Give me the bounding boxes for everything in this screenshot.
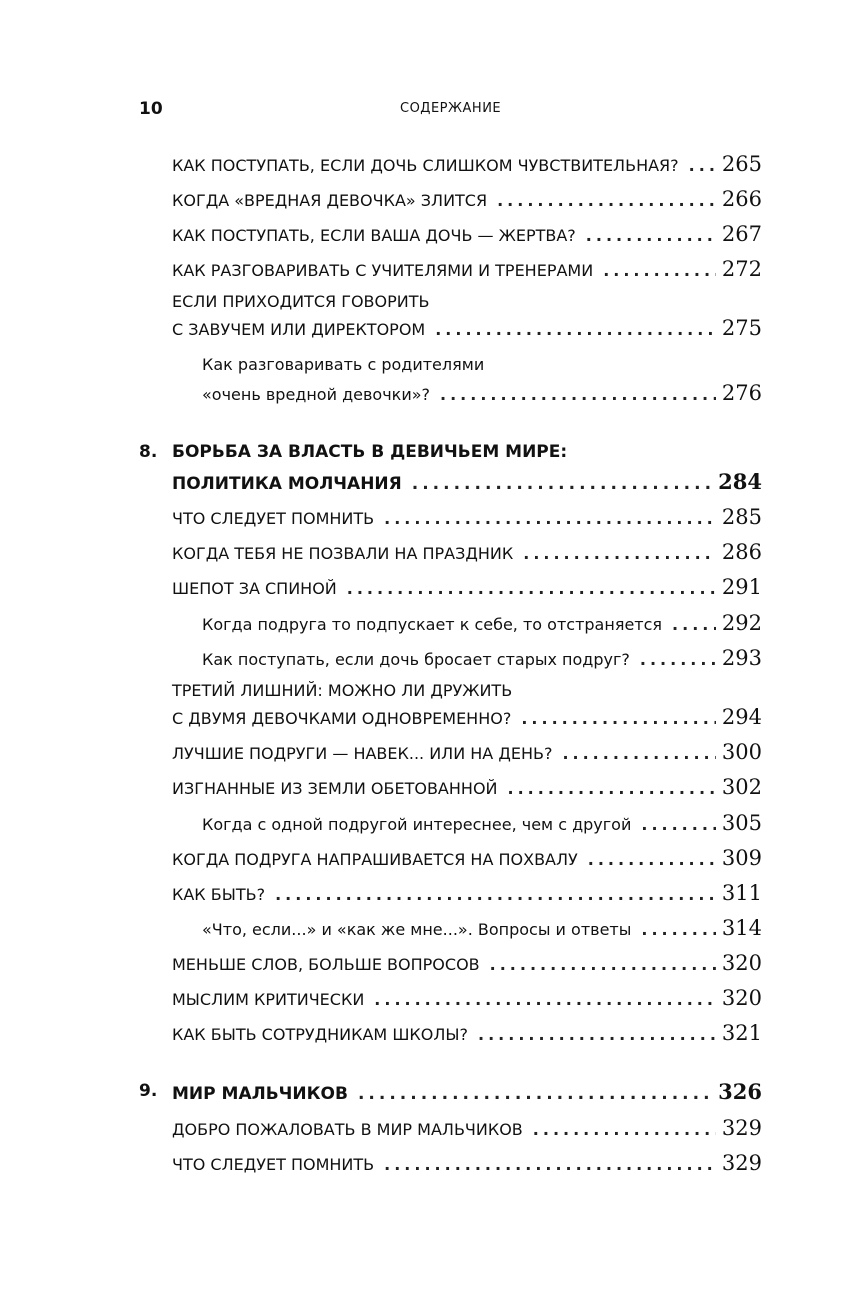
- toc-entry-title: МЫСЛИМ КРИТИЧЕСКИ: [172, 990, 365, 1009]
- toc-entry-page: 275: [721, 316, 762, 340]
- toc-entry-title: Как поступать, если дочь бросает старых подруг?: [202, 650, 630, 669]
- leader-dots: [412, 474, 712, 494]
- leader-dots: [508, 779, 716, 798]
- toc-entry[interactable]: [172, 257, 762, 281]
- toc-entry-title-line1: ТРЕТИЙ ЛИШНИЙ: МОЖНО ЛИ ДРУЖИТЬ: [172, 681, 513, 700]
- toc-entry-page: 314: [721, 916, 762, 940]
- toc-entry[interactable]: [172, 951, 762, 975]
- toc-entry[interactable]: [172, 775, 762, 799]
- leader-dots: [641, 815, 716, 834]
- toc-subentry[interactable]: [202, 646, 762, 670]
- toc-entry-title: ЛУЧШИЕ ПОДРУГИ — НАВЕК... ИЛИ НА ДЕНЬ?: [172, 744, 553, 763]
- chapter-page: 326: [718, 1079, 762, 1104]
- toc-entry[interactable]: [172, 222, 762, 246]
- toc-subentry[interactable]: [202, 611, 762, 635]
- toc-entry-title: С ЗАВУЧЕМ ИЛИ ДИРЕКТОРОМ: [172, 320, 426, 339]
- toc-entry[interactable]: [172, 540, 762, 564]
- chapter-page: 284: [718, 469, 762, 494]
- toc-entry-page: 266: [721, 187, 762, 211]
- toc-entry-title: ИЗГНАННЫЕ ИЗ ЗЕМЛИ ОБЕТОВАННОЙ: [172, 779, 498, 798]
- leader-dots: [521, 709, 716, 728]
- toc-subentry[interactable]: [202, 381, 762, 405]
- toc-entry-page: 265: [721, 152, 762, 176]
- toc-entry-title: КОГДА ПОДРУГА НАПРАШИВАЕТСЯ НА ПОХВАЛУ: [172, 850, 578, 869]
- leader-dots: [347, 579, 716, 598]
- toc-entry-page: 286: [721, 540, 762, 564]
- toc-entry[interactable]: [172, 881, 762, 905]
- toc-entry-page: 285: [721, 505, 762, 529]
- leader-dots: [275, 885, 716, 904]
- leader-dots: [689, 156, 716, 175]
- toc-entry-page: 294: [721, 705, 762, 729]
- toc-entry[interactable]: [172, 740, 762, 764]
- leader-dots: [440, 385, 716, 404]
- toc-entry-title: «Что, если...» и «как же мне...». Вопросы и ответы: [202, 920, 632, 939]
- chapter-entry[interactable]: [172, 1079, 762, 1104]
- toc-entry-title: КОГДА «ВРЕДНАЯ ДЕВОЧКА» ЗЛИТСЯ: [172, 191, 488, 210]
- leader-dots: [435, 320, 716, 339]
- chapter-title: МИР МАЛЬЧИКОВ: [172, 1084, 348, 1104]
- toc-entry-title: КАК ПОСТУПАТЬ, ЕСЛИ ВАША ДОЧЬ — ЖЕРТВА?: [172, 226, 576, 245]
- leader-dots: [562, 744, 715, 763]
- toc-entry-title: КОГДА ТЕБЯ НЕ ПОЗВАЛИ НА ПРАЗДНИК: [172, 544, 514, 563]
- leader-dots: [640, 650, 716, 669]
- chapter-title-line1: БОРЬБА ЗА ВЛАСТЬ В ДЕВИЧЬЕМ МИРЕ:: [172, 442, 568, 462]
- chapter-entry[interactable]: [172, 469, 762, 494]
- toc-entry-title: КАК БЫТЬ СОТРУДНИКАМ ШКОЛЫ?: [172, 1025, 469, 1044]
- toc-entry-title: Когда подруга то подпускает к себе, то отстраняется: [202, 615, 663, 634]
- toc-subentry[interactable]: [202, 916, 762, 940]
- toc-entry-title: МЕНЬШЕ СЛОВ, БОЛЬШЕ ВОПРОСОВ: [172, 955, 480, 974]
- toc-entry[interactable]: [172, 316, 762, 340]
- toc-entry-title: Когда с одной подругой интереснее, чем с другой: [202, 815, 632, 834]
- toc-entry-title: КАК ПОСТУПАТЬ, ЕСЛИ ДОЧЬ СЛИШКОМ ЧУВСТВИТЕЛЬНАЯ?: [172, 156, 679, 175]
- toc-entry-page: 321: [721, 1021, 762, 1045]
- chapter-number: 8.: [139, 442, 158, 462]
- leader-dots: [672, 615, 716, 634]
- toc-entry[interactable]: [172, 1116, 762, 1140]
- leader-dots: [588, 850, 716, 869]
- toc-entry-title: ШЕПОТ ЗА СПИНОЙ: [172, 579, 337, 598]
- toc-entry-page: 329: [721, 1151, 762, 1175]
- toc-entry-page: 329: [721, 1116, 762, 1140]
- toc-entry-page: 302: [721, 775, 762, 799]
- toc-entry-page: 320: [721, 986, 762, 1010]
- toc-entry-page: 272: [721, 257, 762, 281]
- toc-entry-page: 276: [721, 381, 762, 405]
- toc-entry[interactable]: [172, 705, 762, 729]
- toc-entry-title: КАК БЫТЬ?: [172, 885, 266, 904]
- toc-entry-title: КАК РАЗГОВАРИВАТЬ С УЧИТЕЛЯМИ И ТРЕНЕРАМИ: [172, 261, 594, 280]
- leader-dots: [586, 226, 716, 245]
- toc-entry-title: ДОБРО ПОЖАЛОВАТЬ В МИР МАЛЬЧИКОВ: [172, 1120, 523, 1139]
- toc-entry-page: 293: [721, 646, 762, 670]
- toc-entry-title: «очень вредной девочки»?: [202, 385, 430, 404]
- leader-dots: [374, 990, 716, 1009]
- leader-dots: [384, 509, 716, 528]
- leader-dots: [384, 1155, 716, 1174]
- toc-entry[interactable]: [172, 1151, 762, 1175]
- toc-entry[interactable]: [172, 575, 762, 599]
- leader-dots: [523, 544, 716, 563]
- leader-dots: [603, 261, 716, 280]
- running-header: СОДЕРЖАНИЕ: [400, 101, 502, 116]
- toc-entry[interactable]: [172, 986, 762, 1010]
- leader-dots: [478, 1025, 716, 1044]
- leader-dots: [358, 1084, 712, 1104]
- toc-entry-page: 305: [721, 811, 762, 835]
- toc-entry-page: 292: [721, 611, 762, 635]
- toc-subentry[interactable]: [202, 811, 762, 835]
- toc-entry-page: 291: [721, 575, 762, 599]
- leader-dots: [533, 1120, 716, 1139]
- toc-entry[interactable]: [172, 846, 762, 870]
- leader-dots: [641, 920, 716, 939]
- toc-entry[interactable]: [172, 152, 762, 176]
- toc-entry[interactable]: [172, 505, 762, 529]
- toc-entry-page: 311: [721, 881, 762, 905]
- leader-dots: [497, 191, 716, 210]
- toc-entry-page: 309: [721, 846, 762, 870]
- leader-dots: [490, 955, 716, 974]
- toc-subentry-title-line1: Как разговаривать с родителями: [202, 355, 485, 374]
- toc-entry-page: 320: [721, 951, 762, 975]
- chapter-number: 9.: [139, 1081, 158, 1101]
- toc-entry-title: ЧТО СЛЕДУЕТ ПОМНИТЬ: [172, 509, 375, 528]
- toc-entry-title-line1: ЕСЛИ ПРИХОДИТСЯ ГОВОРИТЬ: [172, 292, 430, 311]
- toc-entry[interactable]: [172, 1021, 762, 1045]
- page-number: 10: [139, 99, 163, 119]
- toc-entry-page: 267: [721, 222, 762, 246]
- toc-entry-title: С ДВУМЯ ДЕВОЧКАМИ ОДНОВРЕМЕННО?: [172, 709, 512, 728]
- toc-entry-page: 300: [721, 740, 762, 764]
- toc-entry[interactable]: [172, 187, 762, 211]
- chapter-title: ПОЛИТИКА МОЛЧАНИЯ: [172, 474, 402, 494]
- toc-entry-title: ЧТО СЛЕДУЕТ ПОМНИТЬ: [172, 1155, 375, 1174]
